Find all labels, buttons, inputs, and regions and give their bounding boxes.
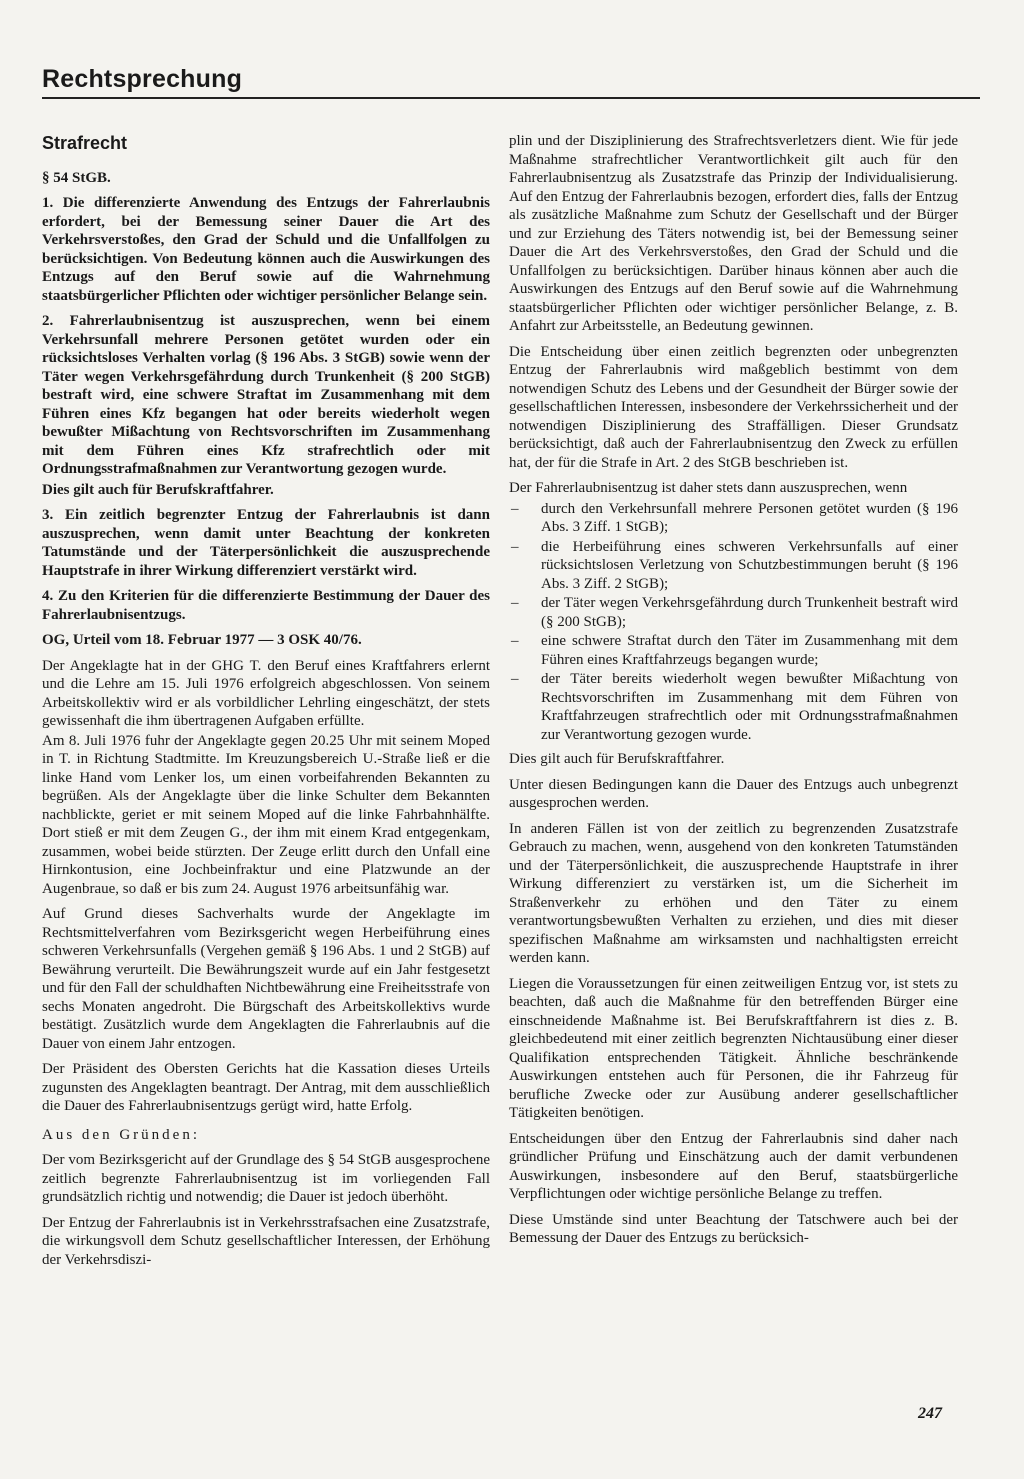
right-paragraph-3: Der Fahrerlaubnisentzug ist daher stets dann auszusprechen, wenn bbox=[509, 480, 908, 496]
right-paragraph-9: Diese Umstände sind unter Beachtung der Tatschwere auch bei der Bemessung der Dauer des Entzugs zu berücksich- bbox=[509, 1211, 958, 1246]
facts-paragraph-4: Der Präsident des Obersten Gerichts hat die Kassation dieses Urteils zugunsten des Angeklagten beantragt. Der Antrag, mit dem ausschließlich die Dauer des Fahrerlaubnisentzugs gerügt wird, hatte Erfolg. bbox=[42, 1061, 490, 1114]
right-paragraph-5: Unter diesen Bedingungen kann die Dauer des Entzugs auch unbegrenzt ausgesprochen werden. bbox=[509, 776, 958, 811]
page-header bbox=[42, 62, 980, 99]
list-item: – der Täter bereits wiederholt wegen bewußter Mißachtung von Rechtsvorschriften im Zusammenhang mit dem Führen von Kraftfahrzeugen strafrechtlich oder mit Ordnungsstrafmaßnahmen zur Verantwortung gezogen wurde. bbox=[509, 670, 958, 744]
list-item: – der Täter wegen Verkehrsgefährdung durch Trunkenheit bestraft wird (§ 200 StGB); bbox=[509, 594, 958, 631]
reasons-paragraph-2: Der Entzug der Fahrerlaubnis ist in Verkehrsstrafsachen eine Zusatzstrafe, die wirkungsvoll dem Schutz gesellschaftlicher Interessen, der Erhöhung der Verkehrsdiszi- bbox=[42, 1214, 490, 1268]
leitsatz-1: 1. Die differenzierte Anwendung des Entzugs der Fahrerlaubnis erfordert, bei der Bemessung seiner Dauer die Art des Verkehrsverstoßes, den Grad der Schuld und die Unfallfolgen zu berücksichtigen. Von Bedeutung können auch die Auswirkungen des Entzugs auf den Beruf sowie auf die Wahrnehmung staatsbürgerlicher Pflichten oder wichtiger persönlicher Belange sein. bbox=[42, 195, 490, 304]
leitsatz-2: 2. Fahrerlaubnisentzug ist auszusprechen, wenn bei einem Verkehrsunfall mehrere Personen getötet wurden oder ein rücksichtsloses Verhalten vorlag (§ 196 Abs. 3 StGB) sowie wenn der Täter wegen Verkehrsgefährdung durch Trunkenheit (§ 200 StGB) bestraft wird, eine schwere Straftat im Zusammenhang mit dem Führen eines Kfz begangen hat oder bereits wiederholt wegen bewußter Mißachtung von Rechtsvorschriften im Zusammenhang mit dem Führen eines Kfz strafrechtlich oder mit Ordnungsstrafmaßnahmen zur Verantwortung gezogen wurde. bbox=[42, 313, 490, 477]
reasons-heading: Aus den Gründen: bbox=[42, 1126, 200, 1143]
page-title: Rechtsprechung bbox=[42, 65, 243, 93]
right-paragraph-4: Dies gilt auch für Berufskraftfahrer. bbox=[509, 751, 725, 767]
leitsatz-3: 3. Ein zeitlich begrenzter Entzug der Fahrerlaubnis ist dann auszusprechen, wenn damit unter Beachtung der konkreten Tatumstände und der Täterpersönlichkeit die auszusprechende Hauptstrafe in ihrer Wirkung differenziert verstärkt wird. bbox=[42, 507, 490, 579]
right-column bbox=[509, 132, 958, 1255]
facts-paragraph-1: Der Angeklagte hat in der GHG T. den Beruf eines Kraftfahrers erlernt und die Lehre am 15. Juli 1976 erfolgreich abgeschlossen. Von seinem Arbeitskollektiv wird er als vorbildlicher Lehrling eingeschätzt, der stets gewissenhaft die ihm übertragenen Aufgaben erfüllte. bbox=[42, 657, 490, 729]
list-item: – durch den Verkehrsunfall mehrere Personen getötet wurden (§ 196 Abs. 3 Ziff. 1 StGB); bbox=[509, 500, 958, 537]
list-item: – die Herbeiführung eines schweren Verkehrsunfalls auf einer rücksichtslosen Verletzung von Schutzbestimmungen beruht (§ 196 Abs. 3 Ziff. 2 StGB); bbox=[509, 538, 958, 594]
leitsatz-4: 4. Zu den Kriterien für die differenzierte Bestimmung der Dauer des Fahrerlaubnisentzugs. bbox=[42, 588, 490, 623]
facts-paragraph-2: Am 8. Juli 1976 fuhr der Angeklagte gegen 20.25 Uhr mit seinem Moped in T. in Richtung Stadtmitte. Im Kreuzungsbereich U.-Straße ließ er die linke Hand vom Lenker los, um einen vorbeifahrenden Bekannten zu begrüßen. Als der Angeklagte über die linke Schulter dem Bekannten nachblickte, geriet er mit seinem Moped auf die linke Fahrbahnhälfte. Dort stieß er mit dem Zeugen G., der ihm mit einem Krad entgegenkam, zusammen, wobei beide stürzten. Der Zeuge erlitt durch den Unfall eine Hirnkontusion, eine Jochbeinfraktur und eine Platzwunde an der Augenbraue, so daß er bis zum 24. August 1976 arbeitsunfähig war. bbox=[42, 732, 490, 897]
law-reference: § 54 StGB. bbox=[42, 169, 111, 186]
facts-paragraph-3: Auf Grund dieses Sachverhalts wurde der Angeklagte im Rechtsmittelverfahren vom Bezirksgericht wegen Herbeiführung eines schweren Verkehrsunfalls (Vergehen gemäß § 196 Abs. 1 und 2 StGB) auf Bewährung verurteilt. Die Bewährungszeit wurde auf ein Jahr festgesetzt und für den Fall der schuldhaften Nichtbewährung eine Freiheitsstrafe von sechs Monaten angedroht. Die Bürgschaft des Arbeitskollektivs wurde bestätigt. Zusätzlich wurde dem Angeklagten die Fahrerlaubnis auf die Dauer von einem Jahr entzogen. bbox=[42, 906, 490, 1052]
header-rule bbox=[42, 97, 980, 99]
page-number: 247 bbox=[918, 1405, 942, 1422]
list-item: – eine schwere Straftat durch den Täter im Zusammenhang mit dem Führen eines Kraftfahrzeugs begangen wurde; bbox=[509, 632, 958, 669]
left-column bbox=[42, 130, 490, 1276]
right-paragraph-6: In anderen Fällen ist von der zeitlich zu begrenzenden Zusatzstrafe Gebrauch zu machen, wenn, ausgehend von den konkreten Tatumständen und der Täterpersönlichkeit, die auszusprechende Hauptstrafe in ihrer Wirkung differenziert zu verstärken ist, um die Sicherheit im Straßenverkehr zu erhöhen und den Täter zu einem verantwortungsbewußten Verhalten zu erziehen, und dies mit dieser spezifischen Maßnahme am wirksamsten und nachhaltigsten erreicht werden kann. bbox=[509, 820, 958, 966]
reasons-paragraph-1: Der vom Bezirksgericht auf der Grundlage des § 54 StGB ausgesprochene zeitlich begrenzte Fahrerlaubnisentzug ist im vorliegenden Fall grundsätzlich richtig und notwendig; die Dauer ist jedoch überhöht. bbox=[42, 1152, 490, 1205]
court-citation: OG, Urteil vom 18. Februar 1977 — 3 OSK 40/76. bbox=[42, 632, 362, 648]
right-paragraph-2: Die Entscheidung über einen zeitlich begrenzten oder unbegrenzten Entzug der Fahrerlaubnis wird maßgeblich bestimmt von dem notwendigen Schutz des Lebens und der Gesundheit der Bürger sowie der gesellschaftlichen Interessen, insbesondere der Verkehrssicherheit und der notwendigen Disziplinierung des Straffälligen. Dieser Grundsatz berücksichtigt, daß auch der Fahrerlaubnisentzug den Zweck zu erfüllen hat, der für die Strafe in Art. 2 des StGB beschrieben ist. bbox=[509, 343, 958, 471]
right-paragraph-1: plin und der Disziplinierung des Strafrechtsverletzers dient. Wie für jede Maßnahme strafrechtlicher Verantwortlichkeit gilt auch für den Fahrerlaubnisentzug als Zusatzstrafe das Prinzip der Individualisierung. Auf den Entzug der Fahrerlaubnis bezogen, erfordert dies, falls der Entzug als zusätzliche Maßnahme zum Schutz der Gesellschaft und der Bürger und zur Erziehung des Täters notwendig ist, bei der Bemessung seiner Dauer die Art des Verkehrsverstoßes, den Grad der Schuld und die Unfallfolgen zu berücksichtigen. Darüber hinaus können aber auch die Auswirkungen des Entzugs auf den Beruf sowie auf die Wahrnehmung staatsbürgerlicher Pflichten oder wichtiger persönlicher Belange, z. B. Anfahrt zur Arbeitsstelle, an Bedeutung gewinnen. bbox=[509, 133, 958, 334]
right-paragraph-8: Entscheidungen über den Entzug der Fahrerlaubnis sind daher nach gründlicher Prüfung und Einschätzung auch der damit verbundenen Auswirkungen, insbesondere auf den Beruf, staatsbürgerliche Verpflichtungen oder wichtige persönliche Belange zu treffen. bbox=[509, 1130, 958, 1202]
conditions-list bbox=[509, 500, 958, 745]
section-heading: Strafrecht bbox=[42, 133, 128, 153]
right-paragraph-7: Liegen die Voraussetzungen für einen zeitweiligen Entzug vor, ist stets zu beachten, daß auch die Maßnahme für den betreffenden Bürger eine einschneidende Maßnahme ist. Bei Berufskraftfahrern ist dies z. B. gleichbedeutend mit einer zeitlich begrenzten Nichtausübung einer dieser Qualifikation entsprechenden Tätigkeit. Ähnliche beschränkende Auswirkungen entstehen auch für Personen, die ihr Fahrzeug für berufliche Zwecke oder zur Ausübung anderer gesellschaftlicher Tätigkeiten benötigen. bbox=[509, 975, 958, 1121]
leitsatz-2-note: Dies gilt auch für Berufskraftfahrer. bbox=[42, 481, 274, 498]
